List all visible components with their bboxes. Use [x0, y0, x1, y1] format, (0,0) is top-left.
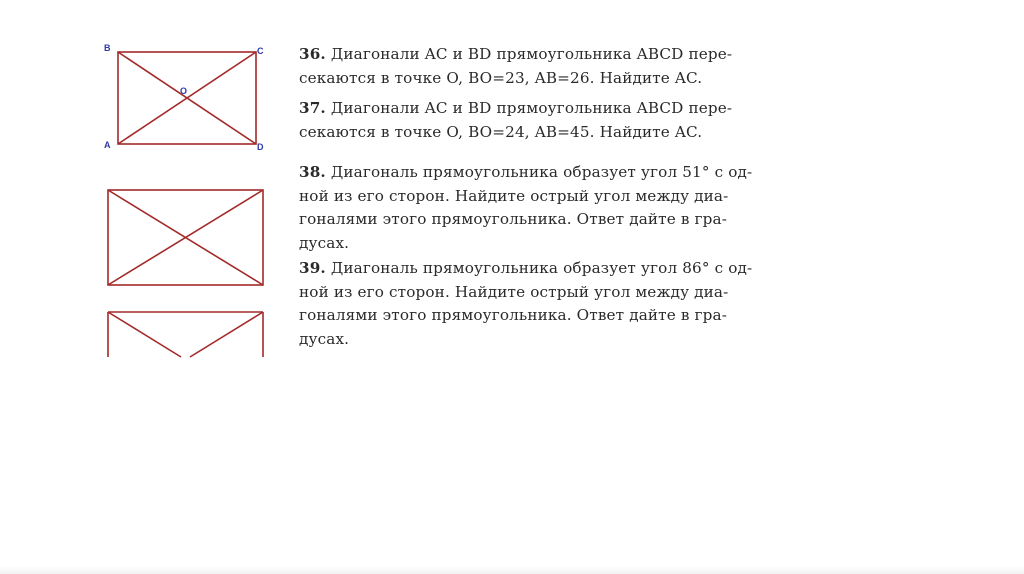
problem-line: [299, 161, 779, 185]
problem-line: [299, 97, 779, 121]
rectangle-diagrams: [96, 36, 286, 366]
problem-37: [299, 97, 779, 144]
vertex-label-o: O: [180, 86, 188, 96]
figure-abcd: [118, 52, 256, 144]
figures-column: [96, 36, 286, 366]
problem-text: Диагонали AC и BD прямоугольника ABCD пере-: [330, 99, 733, 117]
problem-line: дусах.: [299, 329, 350, 348]
problem-line: [299, 43, 779, 67]
problem-line: дусах.: [299, 233, 350, 252]
problem-line: гоналями этого прямоугольника. Ответ дайте в гра-: [299, 306, 727, 324]
problem-number: 36.: [299, 45, 326, 63]
page-bottom-shadow: [0, 566, 1024, 574]
problem-number: 38.: [299, 163, 326, 181]
problem-line: ной из его сторон. Найдите острый угол между диа-: [299, 282, 729, 301]
diagonal-3b: [190, 312, 263, 357]
problem-text: Диагональ прямоугольника образует угол 86° с од-: [330, 259, 753, 277]
problem-line: [299, 257, 779, 281]
problem-line: секаются в точке O, BO=23, AB=26. Найдите AC.: [299, 68, 703, 87]
figure-rectangle-2: [108, 190, 263, 285]
problem-number: 37.: [299, 99, 326, 117]
problem-39: [299, 257, 779, 351]
figure-rectangle-3: [108, 312, 263, 357]
problem-text: Диагональ прямоугольника образует угол 51° с од-: [330, 163, 753, 181]
problems-list: [299, 43, 779, 351]
problem-38: [299, 161, 779, 255]
vertex-label-b: B: [104, 43, 111, 53]
diagonal-3a: [108, 312, 181, 357]
vertex-label-a: A: [104, 140, 111, 150]
problem-line: секаются в точке O, BO=24, AB=45. Найдите AC.: [299, 122, 703, 141]
problem-line: ной из его сторон. Найдите острый угол между диа-: [299, 186, 729, 205]
problem-number: 39.: [299, 259, 326, 277]
problem-text: Диагонали AC и BD прямоугольника ABCD пере-: [330, 45, 733, 63]
problem-36: [299, 43, 779, 90]
problem-line: гоналями этого прямоугольника. Ответ дайте в гра-: [299, 210, 727, 228]
vertex-label-c: C: [257, 46, 264, 56]
vertex-label-d: D: [257, 142, 264, 152]
